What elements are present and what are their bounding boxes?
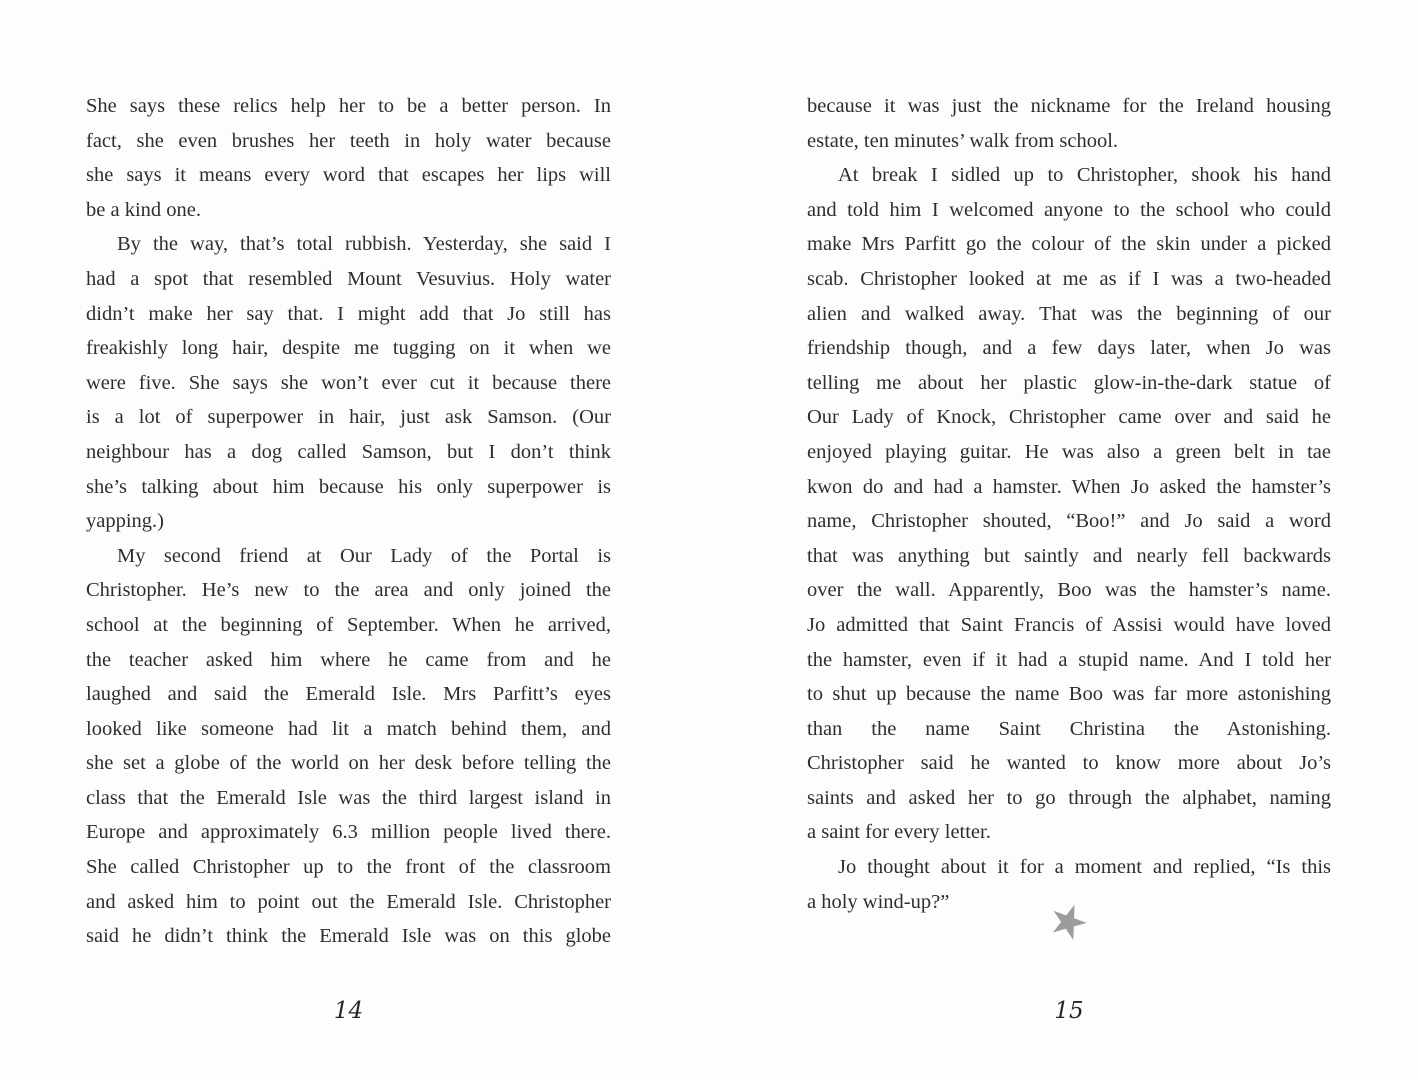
text-line: she says it means every word that escapes her lips will: [86, 164, 611, 187]
text-line: said he didn’t think the Emerald Isle was on this globe: [86, 925, 611, 948]
text-line: yapping.): [86, 510, 164, 533]
text-line: because it was just the nickname for the Ireland housing: [807, 95, 1331, 117]
paragraph: [86, 89, 611, 227]
text-line: friendship though, and a few days later, when Jo was: [807, 337, 1331, 360]
text-line: She called Christopher up to the front of the classroom: [86, 856, 611, 879]
text-line: At break I sidled up to Christopher, shook his hand: [838, 164, 1331, 187]
page-right-text: [807, 89, 1331, 919]
text-line: laughed and said the Emerald Isle. Mrs Parfitt’s eyes: [86, 683, 611, 706]
text-line: name, Christopher shouted, “Boo!” and Jo said a word: [807, 510, 1331, 533]
text-line: Our Lady of Knock, Christopher came over and said he: [807, 406, 1331, 429]
page-number-right: 15: [1054, 998, 1084, 1024]
text-line: estate, ten minutes’ walk from school.: [807, 129, 1119, 152]
text-line: be a kind one.: [86, 198, 201, 221]
text-line: By the way, that’s total rubbish. Yesterday, she said I: [117, 233, 611, 256]
paragraph: [86, 539, 611, 954]
star-icon: ★: [1040, 888, 1098, 954]
text-line: school at the beginning of September. When he arrived,: [86, 613, 611, 636]
text-line: saints and asked her to go through the alphabet, naming: [807, 786, 1331, 809]
text-line: scab. Christopher looked at me as if I was a two-headed: [807, 267, 1331, 290]
text-line: Jo admitted that Saint Francis of Assisi would have loved: [807, 613, 1331, 636]
text-line: looked like someone had lit a match behind them, and: [86, 717, 611, 740]
text-line: enjoyed playing guitar. He was also a green belt in tae: [807, 440, 1331, 463]
text-line: over the wall. Apparently, Boo was the hamster’s name.: [807, 579, 1331, 602]
text-line: telling me about her plastic glow-in-the-dark statue of: [807, 371, 1331, 394]
paragraph: [807, 89, 1331, 158]
paragraph: [86, 227, 611, 538]
text-line: she set a globe of the world on her desk before telling the: [86, 752, 611, 775]
page-number-left: 14: [333, 998, 364, 1024]
text-line: My second friend at Our Lady of the Portal is: [117, 544, 611, 567]
text-line: the hamster, even if it had a stupid name. And I told her: [807, 648, 1331, 671]
text-line: is a lot of superpower in hair, just ask Samson. (Our: [86, 406, 611, 429]
text-line: she’s talking about him because his only superpower is: [86, 475, 611, 498]
text-line: kwon do and had a hamster. When Jo asked the hamster’s: [807, 475, 1331, 498]
text-line: to shut up because the name Boo was far more astonishing: [807, 683, 1331, 706]
text-line: She says these relics help her to be a better person. In: [86, 95, 611, 117]
text-line: make Mrs Parfitt go the colour of the skin under a picked: [807, 233, 1331, 256]
text-line: than the name Saint Christina the Astonishing.: [807, 717, 1331, 740]
text-line: alien and walked away. That was the beginning of our: [807, 302, 1331, 325]
text-line: and asked him to point out the Emerald Isle. Christopher: [86, 890, 611, 913]
text-line: the teacher asked him where he came from and he: [86, 648, 611, 671]
text-line: Christopher. He’s new to the area and only joined the: [86, 579, 611, 602]
text-line: neighbour has a dog called Samson, but I don’t think: [86, 440, 611, 463]
text-line: a holy wind-up?”: [807, 890, 950, 913]
text-line: Europe and approximately 6.3 million people lived there.: [86, 821, 611, 844]
text-line: and told him I welcomed anyone to the school who could: [807, 198, 1331, 221]
text-line: Christopher said he wanted to know more about Jo’s: [807, 752, 1331, 775]
text-line: that was anything but saintly and nearly fell backwards: [807, 544, 1331, 567]
section-break: [807, 888, 1331, 954]
page-left-text: [86, 89, 611, 954]
text-line: didn’t make her say that. I might add that Jo still has: [86, 302, 611, 325]
text-line: were five. She says she won’t ever cut it because there: [86, 371, 611, 394]
text-line: had a spot that resembled Mount Vesuvius. Holy water: [86, 267, 611, 290]
paragraph: [807, 158, 1331, 850]
text-line: class that the Emerald Isle was the third largest island in: [86, 786, 611, 809]
text-line: fact, she even brushes her teeth in holy water because: [86, 129, 611, 152]
text-line: a saint for every letter.: [807, 821, 991, 844]
text-line: Jo thought about it for a moment and replied, “Is this: [838, 856, 1331, 879]
text-line: freakishly long hair, despite me tugging on it when we: [86, 337, 611, 360]
